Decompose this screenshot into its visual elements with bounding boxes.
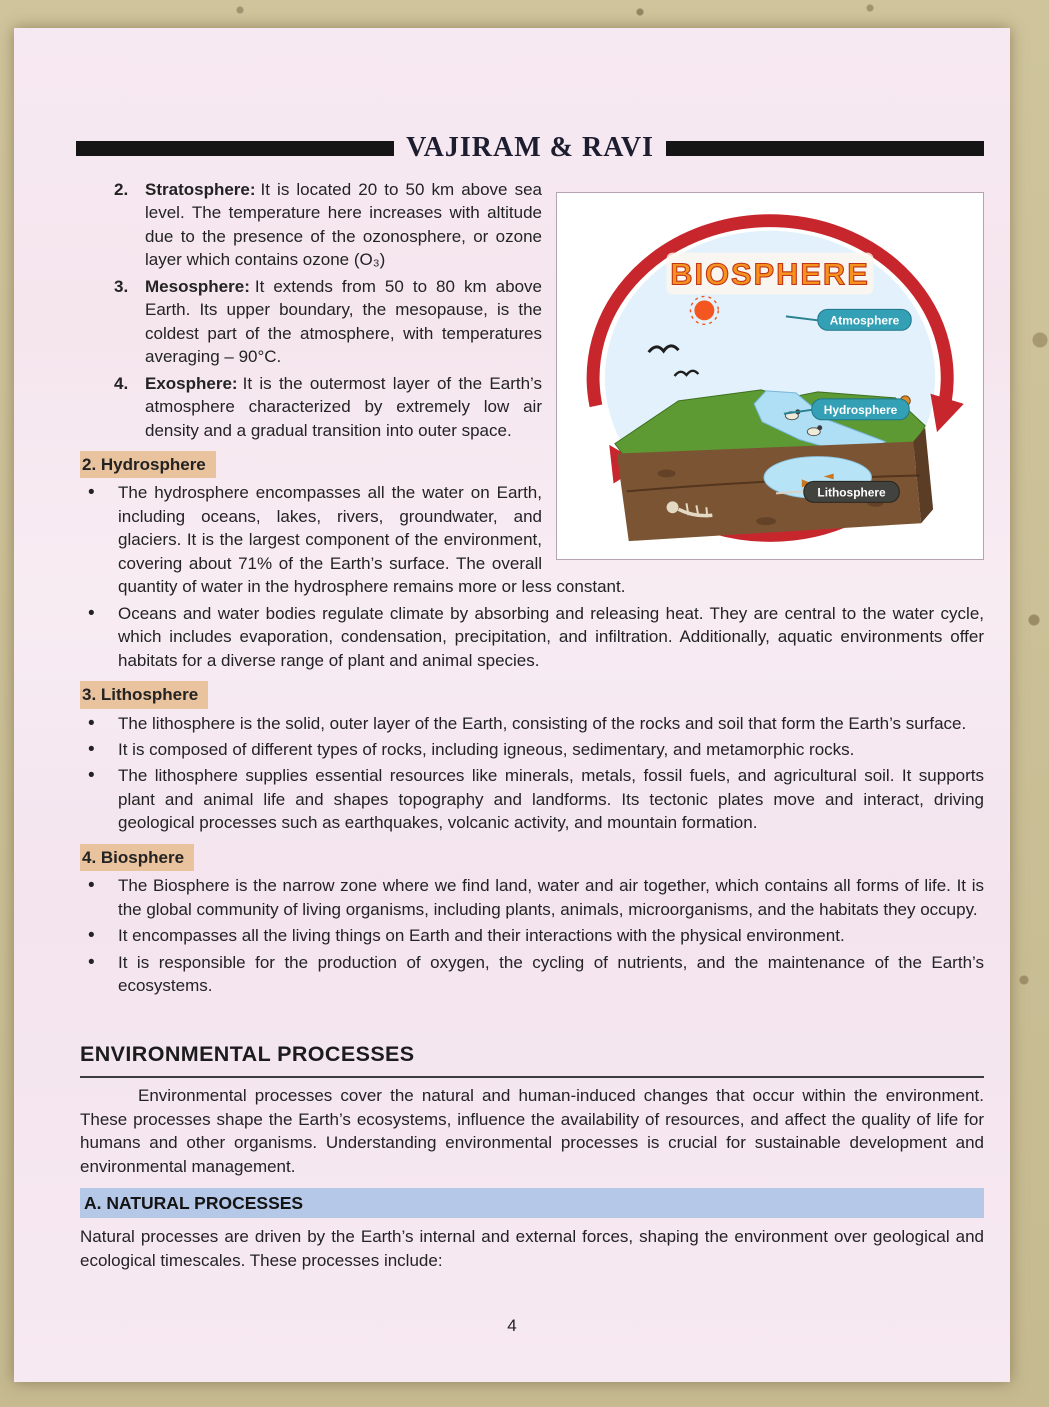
item-number: 3.	[114, 276, 129, 296]
item-text: It is the outermost layer of the Earth’s atmosphere characterized by extremely low air density and a gradual transition into outer space.	[145, 373, 542, 440]
list-item-stratosphere	[114, 178, 984, 272]
environmental-processes-paragraph: Environmental processes cover the natural and human-induced changes that occur within the environment. These processes shape the Earth’s ecosystems, influence the availability of resources, and affect the quality of life for humans and other organisms. Understanding environmental processes is crucial for sustainable development and environmental management.	[80, 1086, 984, 1176]
item-number: 2.	[114, 180, 129, 199]
svg-text:BIOSPHERE: BIOSPHERE	[670, 256, 870, 292]
list-item-mesosphere	[114, 275, 984, 369]
svg-text:Hydrosphere: Hydrosphere	[823, 402, 898, 417]
header-bar-right	[666, 141, 984, 156]
item-text: It is located 20 to 50 km above sea level. The temperature here increases with altitude due to the presence of the ozonosphere, or ozone layer which contains ozone (O₃)	[145, 180, 542, 270]
list-item-exosphere	[114, 372, 984, 442]
bullet-item: • It is responsible for the production of oxygen, the cycling of nutrients, and the maintenance of the Earth’s ecosystems.	[80, 951, 984, 998]
bullet-item: • It encompasses all the living things on Earth and their interactions with the physical environment.	[80, 924, 984, 947]
page-header	[76, 132, 984, 164]
natural-processes-heading: A. NATURAL PROCESSES	[80, 1188, 984, 1218]
document-page	[14, 28, 1010, 1382]
svg-text:Lithosphere: Lithosphere	[817, 485, 886, 500]
item-term: Exosphere:	[145, 373, 238, 393]
section-heading-biosphere: 4. Biosphere	[80, 844, 984, 871]
bullet-item: • The hydrosphere encompasses all the water on Earth, including oceans, lakes, rivers, groundwater, and glaciers. It is the largest component of the environment, covering about 71% of the Earth’s surface. The overall quantity of water in the hydrosphere remains more or less constant.	[80, 481, 984, 598]
item-term: Stratosphere:	[145, 180, 256, 199]
section-heading-lithosphere: 3. Lithosphere	[80, 681, 984, 708]
page-content	[80, 178, 984, 1272]
bullet-item: • The lithosphere is the solid, outer layer of the Earth, consisting of the rocks and soil that form the Earth’s surface.	[80, 712, 984, 735]
bullet-item: • Oceans and water bodies regulate climate by absorbing and releasing heat. They are central to the water cycle, which includes evaporation, condensation, precipitation, and infiltration. Additionally, aquatic environments offer habitats for a diverse range of plant and animal species.	[80, 602, 984, 672]
page-number: 4	[507, 1316, 517, 1335]
svg-text:Atmosphere: Atmosphere	[829, 313, 900, 328]
environmental-processes-heading: ENVIRONMENTAL PROCESSES	[80, 1040, 984, 1079]
section-lithosphere	[80, 681, 984, 835]
section-hydrosphere	[80, 451, 984, 672]
header-bar-left	[76, 141, 394, 156]
item-number: 4.	[114, 373, 129, 393]
section-biosphere	[80, 844, 984, 998]
natural-processes-paragraph: Natural processes are driven by the Earth’s internal and external forces, shaping the environment over geological and ecological timescales. These processes include:	[80, 1227, 984, 1270]
item-text: It extends from 50 to 80 km above Earth. Its upper boundary, the mesopause, is the coldest part of the atmosphere, with temperatures averaging – 90°C.	[145, 276, 542, 367]
bullet-item: • It is composed of different types of rocks, including igneous, sedimentary, and metamorphic rocks.	[80, 738, 984, 761]
bullet-item: • The Biosphere is the narrow zone where we find land, water and air together, which contains all forms of life. It is the global community of living organisms, including plants, animals, microorganisms, and the habitats they occupy.	[80, 874, 984, 921]
section-heading-hydrosphere: 2. Hydrosphere	[80, 451, 984, 478]
publisher-title: VAJIRAM & RAVI	[406, 132, 654, 163]
item-term: Mesosphere:	[145, 276, 250, 296]
bullet-item: • The lithosphere supplies essential resources like minerals, metals, fossil fuels, and agricultural soil. It supports plant and animal life and shapes topography and landforms. Its tectonic plates move and interact, driving geological processes such as earthquakes, volcanic activity, and mountain formation.	[80, 764, 984, 834]
